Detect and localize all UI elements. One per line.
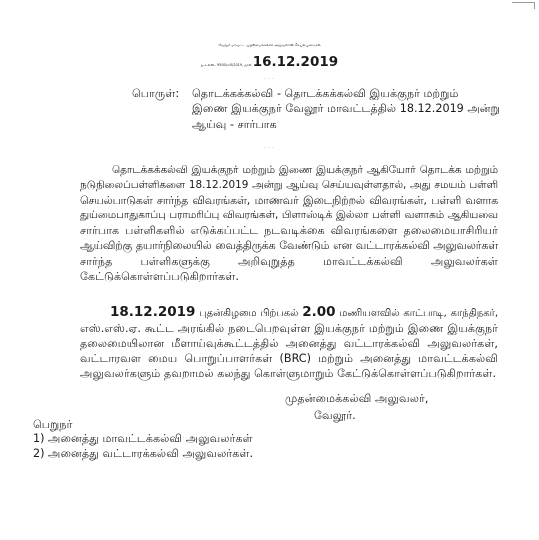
subject-label: பொருள்: [132,87,180,100]
paragraph-line: எஸ்.எஸ்.ஏ. கூட்ட அரங்கில் நடைபெறவுள்ள இயக்குநர் மற்றும் இணை இயக்குநர் [80,322,498,336]
reference-date: 16.12.2019 [252,54,339,70]
paragraph-line: வட்டாரவள மைய பொறுப்பாளர்கள் (BRC) மற்றும் அனைத்து மாவட்டக்கல்வி [80,352,498,366]
header-separator: - - - [264,76,275,80]
meeting-day: புதன்கிழமை பிற்பகல் [195,308,303,319]
paragraph-line [80,305,498,321]
recipient-item: 1) அனைத்து மாவட்டக்கல்வி அலுவலர்கள் [33,432,253,445]
signature-title: முதன்மைக்கல்வி அலுவலர், [285,392,429,405]
reference-line [0,55,539,72]
subject-line: இணை இயக்குநர் வேலூர் மாவட்டத்தில் 18.12.2019 அன்று [192,102,500,115]
body-paragraph-2 [80,305,498,381]
meeting-date: 18.12.2019 [110,304,196,320]
subject-line: தொடக்கக்கல்வி - தொடக்கக்கல்வி இயக்குநர் மற்றும் [192,87,459,100]
paragraph-line: சார்ந்த பள்ளிகளுக்கு அறிவுறுத்த மாவட்டக்கல்வி அலுவலர்கள் [80,254,498,268]
body-paragraph-1 [80,163,498,284]
signature-place: வேலூர். [314,409,356,422]
paragraph-line: கேட்டுக்கொள்ளப்படுகிறார்கள். [80,269,239,283]
recipients-label: பெறுநர் [33,418,73,431]
recipient-item: 2) அனைத்து வட்டாரக்கல்வி அலுவலர்கள். [33,447,254,460]
paragraph-line: துய்மைபாதுகாப்பு பராமரிப்பு விவரங்கள், பிளாஸ்டிக் இல்லா பள்ளி வளாகம் ஆகியவை [80,209,498,222]
paragraph-line: அலுவலர்களும் தவறாமல் கலந்து கொள்ளுமாறும் கேட்டுக்கொள்ளப்படுகிறார்கள். [80,367,497,381]
corner-mark [512,2,535,9]
paragraph-line: தொடக்கக்கல்வி இயக்குநர் மற்றும் இணை இயக்குநர் ஆகியோர் தொடக்க மற்றும் [112,164,498,176]
paragraph-line: தலைமையிலான மீளாய்வுக்கூட்டத்தில் அனைத்து வட்டாரக்கல்வி அலுவலர்கள், [80,337,498,351]
paragraph-line: ஆய்விற்கு தயார்நிலையில் வைத்திருக்க வேண்டும் என வட்டாரக்கல்வி அலுவலர்கள் [80,239,498,253]
reference-number: ந.க.எண். 9500/சி5/2019, நாள் [200,63,253,67]
subject-separator: - - - [264,145,275,149]
paragraph-line: சார்பாக பள்ளிகளில் எடுக்கப்பட்ட நடவடிக்கை விவரங்களை தலைமையாசிரியர் [80,224,498,238]
office-heading: வேலூர் மாவட்ட முதன்மைக்கல்வி அலுவலரின் செயல்முறைகள் [218,43,321,47]
paragraph-line: செயல்பாடுகள் சார்ந்த விவரங்கள், மாணவர் இடைநிற்றல் விவரங்கள், பள்ளி வளாக [80,194,498,208]
meeting-time: 2.00 [302,304,336,320]
subject-line: ஆய்வு - சார்பாக [192,118,277,131]
meeting-venue: மணியளவில் காட்பாடி, காந்திநகர், [335,308,498,319]
paragraph-line: நடுநிலைப்பள்ளிகளை 18.12.2019 அன்று ஆய்வு செய்யவுள்ளதால், அது சமயம் பள்ளி [80,179,498,192]
